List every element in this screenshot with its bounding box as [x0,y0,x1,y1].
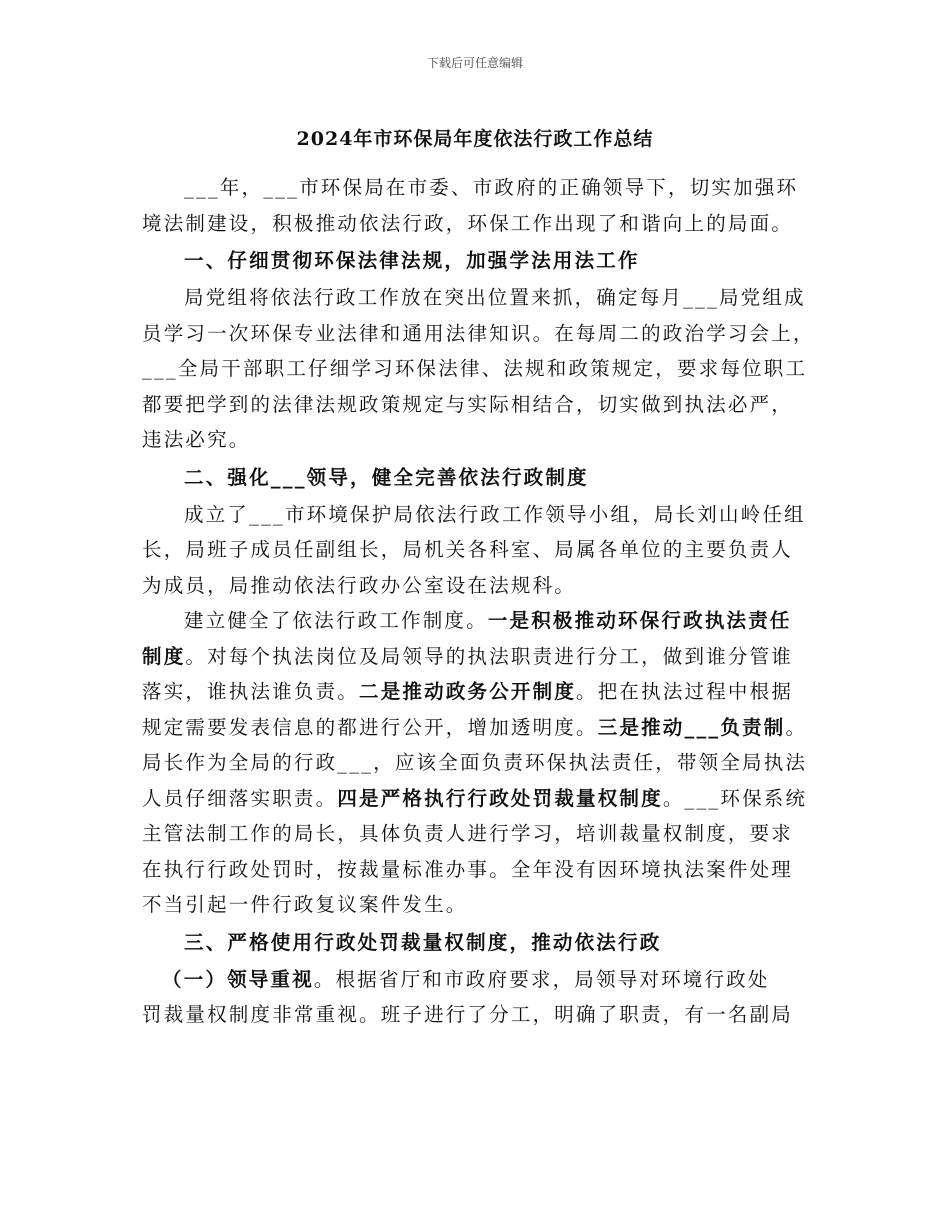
page-header: 下载后可任意编辑 [426,56,523,70]
document-title: 2024年市环保局年度依法行政工作总结 [296,128,654,150]
text: 。对每个执法岗位及局领导的执法职责进行分工，做到谁分管谁 [185,644,794,668]
text: 建立健全了依法行政工作制度。 [184,609,488,632]
text: 。把在执法过程中根据 [576,680,794,703]
section-1-line: 都要把学到的法律法规政策规定与实际相结合，切实做到执法必严， [142,392,794,416]
section-1-line: ___全局干部职工仔细学习环保法律、法规和政策规定，要求每位职工 [142,357,808,380]
section-2-para-1-line: 为成员，局推动依法行政办公室设在法规科。 [142,573,577,597]
section-2-para-2-line: 局长作为全局的行政___，应该全面负责环保执法责任，带领全局执法 [142,751,808,774]
section-2-para-2-line: 在执行行政处罚时，按裁量标准办事。全年没有因环境执法案件处理 [142,857,794,881]
intro-line-2: 境法制建设，积极推动依法行政，环保工作出现了和谐向上的局面。 [142,211,794,235]
text: 。 [785,715,808,739]
section-2-para-2-line [142,674,812,710]
text: 落实，谁执法谁负责。 [142,680,360,703]
bold-text: （一）领导重视 [162,967,314,991]
intro-line-1: ___年，___市环保局在市委、市政府的正确领导下，切实加强环 [184,176,799,199]
bold-text: 二是推动政务公开制度 [359,680,577,703]
section-1-heading: 一、仔细贯彻环保法律法规，加强学法用法工作 [184,249,640,272]
section-1-line: 员学习一次环保专业法律和通用法律知识。在每周二的政治学习会上， [142,321,815,345]
bold-text: 一是积极推动环保行政执法责任 [487,609,792,632]
section-2-para-1-line: 长，局班子成员任副组长，局机关各科室、局属各单位的主要负责人 [142,538,794,561]
text: 规定需要发表信息的都进行公开，增加透明度。 [142,715,598,739]
section-1-line: 局党组将依法行政工作放在突出位置来抓，确定每月___局党组成 [184,286,806,309]
section-2-para-2-line [142,603,812,639]
section-2-para-1-line: 成立了___市环境保护局依法行政工作领导小组，局长刘山岭任组 [184,502,806,526]
bold-text: 三是推动___负责制 [597,715,786,739]
document-body [142,170,815,1033]
section-2-para-2-line [142,781,812,817]
section-3-heading: 三、严格使用行政处罚裁量权制度，推动依法行政 [184,930,662,954]
section-2-heading: 二、强化___领导，健全完善依法行政制度 [184,465,589,489]
text: 。根据省厅和市政府要求，局领导对环境行政处 [313,967,770,991]
bold-text: 四是严格执行行政处罚裁量权制度 [337,786,663,810]
bold-text: 制度 [142,644,186,668]
section-2-para-2-line [142,639,812,675]
section-1-line: 违法必究。 [142,428,251,451]
section-2-para-2-line: 主管法制工作的局长，具体负责人进行学习，培训裁量权制度，要求 [142,822,794,845]
section-2-para-2-line [142,710,812,746]
text: 。___环保系统 [662,786,808,810]
section-2-para-2-line: 不当引起一件行政复议案件发生。 [142,893,468,916]
section-3-line [142,962,812,998]
text: 人员仔细落实职责。 [142,786,338,810]
section-3-line: 罚裁量权制度非常重视。班子进行了分工，明确了职责，有一名副局 [142,1003,794,1026]
